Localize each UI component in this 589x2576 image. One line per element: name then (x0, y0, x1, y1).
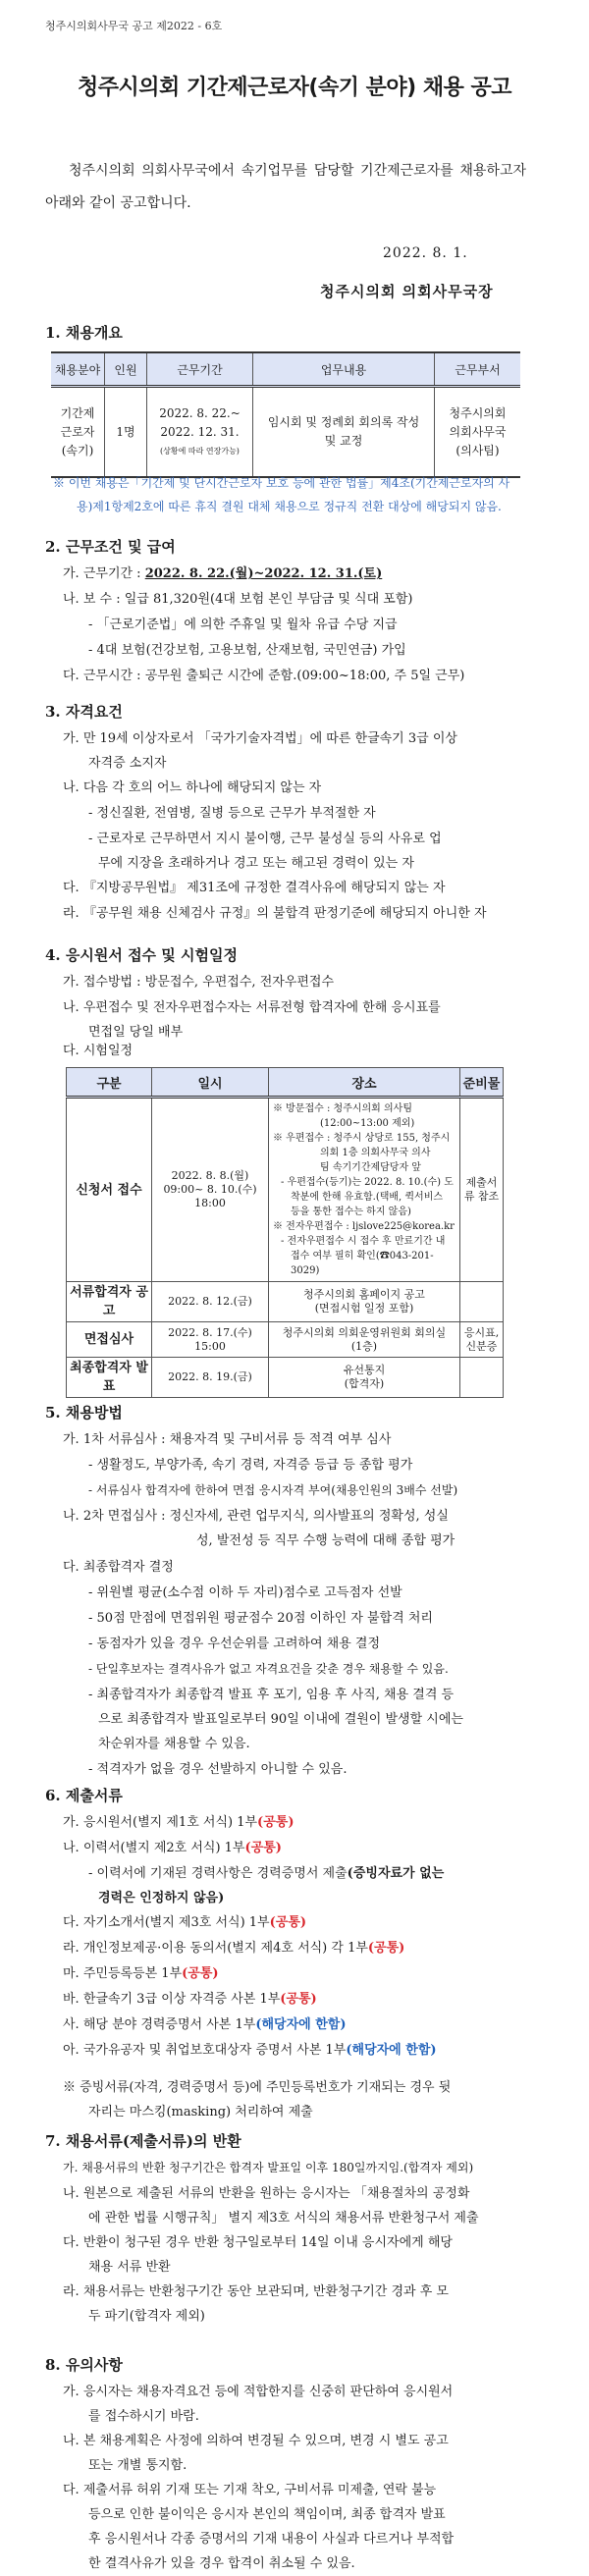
col-header: 준비물 (460, 1068, 504, 1098)
cell-datetime: 2022. 8. 12.(금) (152, 1282, 269, 1322)
table-row (67, 1358, 504, 1398)
col-header: 근무기간 (147, 352, 253, 387)
resume-note (88, 1861, 526, 1910)
decision-rule: - 적격자가 없을 경우 선발하지 아니할 수 있음. (88, 1762, 348, 1777)
table-header-row (51, 352, 520, 387)
place-line: - 우편접수(등기)는 2022. 8. 10.(수) 도 (281, 1177, 454, 1188)
common-badge: (공통) (269, 1915, 307, 1930)
place-line: 착분에 한해 유효함.(택배, 퀵서비스 (291, 1192, 444, 1203)
qualification-d: 라. 『공무원 채용 신체검사 규정』의 불합격 판정기준에 해당되지 아니한 자 (63, 906, 487, 921)
period-start: 2022. 8. 22.~ (159, 405, 241, 420)
doc-label: 나. 이력서(별지 제2호 서식) 1부 (63, 1841, 245, 1855)
salary: 나. 보 수 : 일급 81,320원(4대 보험 본인 부담금 및 식대 포함) (63, 592, 413, 607)
col-header: 근무부서 (435, 352, 521, 387)
text-line-bold: (증빙자료가 없는 (347, 1866, 445, 1881)
common-badge: (공통) (280, 1992, 317, 2007)
qualification-c: 다. 『지방공무원법』 제31조에 규정한 결격사유에 해당되지 않는 자 (63, 881, 446, 895)
qualification-a (63, 726, 524, 776)
cell-items: 응시표, 신분증 (460, 1322, 504, 1358)
cell-datetime: 2022. 8. 17.(수) 15:00 (152, 1322, 269, 1358)
cell-datetime: 2022. 8. 19.(금) (152, 1358, 269, 1398)
doc-label: 사. 해당 분야 경력증명서 사본 1부 (63, 2017, 256, 2032)
table-header-row (67, 1068, 504, 1098)
text-line: 두 파기(합격자 제외) (88, 2309, 205, 2324)
cell-category: 최종합격자 발표 (67, 1358, 152, 1398)
work-hours: 다. 근무시간 : 공무원 출퇴근 시간에 준함.(09:00~18:00, 주 5일 근무) (63, 669, 465, 683)
place-line: ※ 방문접수 : 청주시의회 의사팀 (273, 1103, 413, 1114)
common-badge: (공통) (182, 1966, 219, 1981)
cell-items (460, 1358, 504, 1398)
text-line: 나. 2차 면접심사 : 정신자세, 관련 업무지식, 의사발표의 정확성, 성실 (63, 1509, 449, 1524)
issuer: 청주시의회 의회사무국장 (320, 283, 494, 300)
period-note: (상황에 따라 연장가능) (160, 446, 240, 456)
screening-detail: - 생활정도, 부양가족, 속기 경력, 자격증 등급 등 종합 평가 (88, 1458, 413, 1473)
text-line: 나. 원본으로 제출된 서류의 반환을 원하는 응시자는 「채용절차의 공정화 (63, 2186, 470, 2201)
doc-certificate (63, 1987, 524, 2012)
note-line: 용)제1항제2호에 따른 휴직 결원 대체 채용으로 정규직 전환 대상에 해당되지 않음. (77, 500, 502, 513)
text-line: 를 접수하시기 바람. (88, 2409, 199, 2424)
doc-resume (63, 1836, 524, 1860)
exam-schedule-label: 다. 시험일정 (63, 1044, 134, 1058)
cell-category: 신청서 접수 (67, 1098, 152, 1282)
section-3-title: 3. 자격요건 (45, 703, 123, 721)
document-number: 청주시의회사무국 공고 제2022 - 6호 (45, 20, 223, 32)
table-row (67, 1098, 504, 1282)
work-period-label: 가. 근무기간 : (63, 566, 145, 581)
return-deadline (63, 2230, 524, 2280)
applicable-badge: (해당자에 한함) (255, 2017, 347, 2032)
doc-label: 라. 개인정보제공·이용 동의서(별지 제4호 서식) 각 1부 (63, 1941, 368, 1956)
table-row (51, 387, 520, 478)
text-line: 다. 제출서류 허위 기재 또는 기재 착오, 구비서류 미제출, 연락 불능 (63, 2483, 437, 2497)
decision-rule: - 위원별 평균(소수점 이하 두 자리)점수로 고득점자 선발 (88, 1585, 402, 1600)
doc-career-cert (63, 2012, 524, 2037)
text-line: 라. 채용서류는 반환청구기간 동안 보관되며, 반환청구기간 경과 후 모 (63, 2284, 449, 2299)
doc-veteran-cert (63, 2038, 524, 2063)
decision-rule: - 50점 만점에 면접위원 평균점수 20점 이하인 자 불합격 처리 (88, 1611, 433, 1626)
cell-place (269, 1322, 460, 1358)
text-line: 나. 본 채용계획은 사정에 의하여 변경될 수 있으며, 변경 시 별도 공고 (63, 2434, 449, 2448)
section-2-title: 2. 근무조건 및 급여 (45, 538, 176, 556)
masking-note (63, 2075, 524, 2124)
table-row (67, 1322, 504, 1358)
doc-self-intro (63, 1910, 524, 1935)
work-period-value: 2022. 8. 22.(월)~2022. 12. 31.(토) (144, 566, 383, 581)
cell-items (460, 1282, 504, 1322)
text-line: 한 결격사유가 있을 경우 합격이 취소될 수 있음. (88, 2556, 355, 2571)
cell-dept: 청주시의회 의회사무국 (의사팀) (435, 387, 521, 478)
text-line: ※ 증빙서류(자격, 경력증명서 등)에 주민등록번호가 기재되는 경우 뒷 (63, 2080, 452, 2095)
cell-place (269, 1358, 460, 1398)
cell-count: 1명 (105, 387, 147, 478)
return-period: 가. 채용서류의 반환 청구기간은 합격자 발표일 이후 180일까지임.(합격자 제외) (63, 2161, 474, 2174)
section-8-title: 8. 유의사항 (45, 2356, 123, 2374)
place-line: ※ 우편접수 : 청주시 상당로 155, 청주시 (273, 1133, 451, 1144)
place-line: 유선통지 (343, 1364, 386, 1376)
decision-rule: - 동점자가 있을 경우 우선순위를 고려하여 채용 결정 (88, 1637, 381, 1651)
exam-ticket-note (63, 995, 524, 1045)
place-line: - 전자우편접수 시 접수 후 만료기간 내 (281, 1236, 446, 1247)
col-header: 일시 (152, 1068, 269, 1098)
col-header: 구분 (67, 1068, 152, 1098)
cell-place (269, 1098, 460, 1282)
text-line-bold: 경력은 인정하지 않음) (98, 1891, 225, 1905)
page-title: 청주시의회 기간제근로자(속기 분야) 채용 공고 (77, 76, 512, 100)
text-line: 차순위자를 채용할 수 있음. (98, 1737, 250, 1751)
cell-datetime: 2022. 8. 8.(월) 09:00~ 8. 10.(수) 18:00 (152, 1098, 269, 1282)
qualification-b-1: - 정신질환, 전염병, 질병 등으로 근무가 부적절한 자 (88, 806, 376, 821)
cell-period (147, 387, 253, 478)
text-line: 가. 응시자는 채용자격요건 등에 적합한지를 신중히 판단하여 응시원서 (63, 2385, 454, 2399)
decision-rule (88, 1683, 526, 1756)
doc-resident-register (63, 1961, 524, 1986)
col-header: 장소 (269, 1068, 460, 1098)
application-method: 가. 접수방법 : 방문접수, 우편접수, 전자우편접수 (63, 975, 335, 990)
doc-label: 바. 한글속기 3급 이상 자격증 사본 1부 (63, 1992, 281, 2007)
return-request (63, 2181, 524, 2230)
place-line: (1층) (350, 1339, 378, 1353)
cell-category: 서류합격자 공고 (67, 1282, 152, 1322)
doc-label: 가. 응시원서(별지 제1호 서식) 1부 (63, 1815, 258, 1830)
work-period (63, 562, 524, 586)
text-line: - 이력서에 기재된 경력사항은 경력증명서 제출 (88, 1866, 348, 1881)
text-line: 나. 우편접수 및 전자우편접수자는 서류전형 합격자에 한해 응시표를 (63, 1000, 441, 1015)
table-row (67, 1282, 504, 1322)
place-line: (합격자) (344, 1377, 385, 1390)
period-end: 2022. 12. 31. (160, 424, 240, 439)
text-line: - 최종합격자가 최종합격 발표 후 포기, 임용 후 사직, 채용 결격 등 (88, 1688, 455, 1702)
col-header: 인원 (105, 352, 147, 387)
col-header: 채용분야 (51, 352, 105, 387)
text-line: 채용 서류 반환 (88, 2260, 171, 2275)
text-line: 또는 개별 통지함. (88, 2458, 187, 2473)
cell-duty: 임시회 및 정례회 회의록 작성 및 교정 (253, 387, 435, 478)
doc-privacy-consent (63, 1936, 524, 1960)
text-line: 등으로 인한 불이익은 응시자 본인의 책임이며, 최종 합격자 발표 (88, 2507, 446, 2522)
cell-field: 기간제 근로자 (속기) (51, 387, 105, 478)
section-5-title: 5. 채용방법 (45, 1404, 123, 1422)
regulation-note (53, 471, 534, 518)
note-line: ※ 이번 채용은「기간제 및 단시간근로자 보호 등에 관한 법률」제4조(기간제근로자의 사 (53, 476, 510, 490)
salary-detail: - 4대 보험(건강보험, 고용보험, 산재보험, 국민연금) 가입 (88, 643, 406, 658)
qualification-b-2 (88, 827, 526, 876)
common-badge: (공통) (367, 1941, 405, 1956)
cell-category: 면접심사 (67, 1322, 152, 1358)
place-line: 청주시의회 의회운영위원회 회의실 (282, 1325, 447, 1339)
section-1-title: 1. 채용개요 (45, 324, 123, 342)
col-header: 업무내용 (253, 352, 435, 387)
doc-application-form (63, 1810, 524, 1835)
common-badge: (공통) (244, 1841, 282, 1855)
cell-items: 제출서류 참조 (460, 1098, 504, 1282)
text-line: 으로 최종합격자 발표일로부터 90일 이내에 결원이 발생할 시에는 (98, 1712, 463, 1727)
doc-label: 마. 주민등록등본 1부 (63, 1966, 183, 1981)
exam-schedule-table (66, 1067, 504, 1398)
recruitment-overview-table (51, 351, 520, 478)
text-line: 무에 지장을 초래하거나 경고 또는 해고된 경력이 있는 자 (98, 856, 414, 871)
caution-a (63, 2380, 524, 2429)
caution-c (63, 2478, 524, 2576)
qualification-b: 나. 다음 각 호의 어느 하나에 해당되지 않는 자 (63, 780, 322, 795)
section-4-title: 4. 응시원서 접수 및 시험일정 (45, 946, 238, 964)
document-retention (63, 2280, 524, 2329)
decision-rule: - 단일후보자는 결격사유가 없고 자격요건을 갖춘 경우 채용할 수 있음. (88, 1662, 449, 1676)
place-line: 의회 1층 의회사무국 의사 (320, 1148, 431, 1158)
announcement-date: 2022. 8. 1. (383, 245, 468, 261)
place-line: 등을 통한 접수는 하지 않음) (291, 1207, 411, 1217)
screening-detail: - 서류심사 합격자에 한하여 면접 응시자격 부여(채용인원의 3배수 선발) (88, 1483, 458, 1497)
text-line: 자격증 소지자 (88, 756, 167, 771)
doc-label: 다. 자기소개서(별지 제3호 서식) 1부 (63, 1915, 270, 1930)
cell-place (269, 1282, 460, 1322)
text-line: 자리는 마스킹(masking) 처리하여 제출 (88, 2105, 313, 2120)
text-line: 후 응시원서나 각종 증명서의 기재 내용이 사실과 다르거나 부적합 (88, 2532, 455, 2547)
text-line: 가. 만 19세 이상자로서 「국가기술자격법」에 따른 한글속기 3급 이상 (63, 731, 457, 746)
place-line: (12:00~13:00 제외) (320, 1118, 415, 1129)
text-line: - 근로자로 근무하면서 지시 불이행, 근무 불성실 등의 사유로 업 (88, 832, 442, 846)
salary-detail: - 「근로기준법」에 의한 주휴일 및 월차 유급 수당 지급 (88, 617, 398, 632)
section-6-title: 6. 제출서류 (45, 1787, 123, 1804)
text-line: 성, 발전성 등 직무 수행 능력에 대해 종합 평가 (196, 1533, 455, 1548)
document-screening: 가. 1차 서류심사 : 채용자격 및 구비서류 등 적격 여부 심사 (63, 1432, 392, 1447)
text-line: 에 관한 법률 시행규칙」 별지 제3호 서식의 채용서류 반환청구서 제출 (88, 2211, 479, 2226)
place-line: 접수 여부 필히 확인(☎043-201-3029) (291, 1251, 434, 1276)
applicable-badge: (해당자에 한함) (346, 2043, 437, 2058)
caution-b (63, 2429, 524, 2478)
section-7-title: 7. 채용서류(제출서류)의 반환 (45, 2132, 241, 2150)
doc-label: 아. 국가유공자 및 취업보호대상자 증명서 사본 1부 (63, 2043, 347, 2058)
place-line: (면접시험 일정 포함) (314, 1302, 414, 1315)
place-line: 청주시의회 홈페이지 공고 (303, 1288, 425, 1301)
interview-screening (63, 1504, 524, 1553)
text-line: 면접일 당일 배부 (88, 1025, 184, 1040)
place-line: 팀 속기기간제담당자 앞 (320, 1162, 421, 1173)
intro-paragraph: 청주시의회 의회사무국에서 속기업무를 담당할 기간제근로자를 채용하고자 아래와 같이 공고합니다. (45, 163, 526, 211)
email-address[interactable]: ※ 전자우편접수 : ljslove225@korea.kr (273, 1221, 455, 1232)
final-decision: 다. 최종합격자 결정 (63, 1560, 174, 1575)
text-line: 다. 반환이 청구된 경우 반환 청구일로부터 14일 이내 응시자에게 해당 (63, 2235, 453, 2250)
common-badge: (공통) (257, 1815, 294, 1830)
